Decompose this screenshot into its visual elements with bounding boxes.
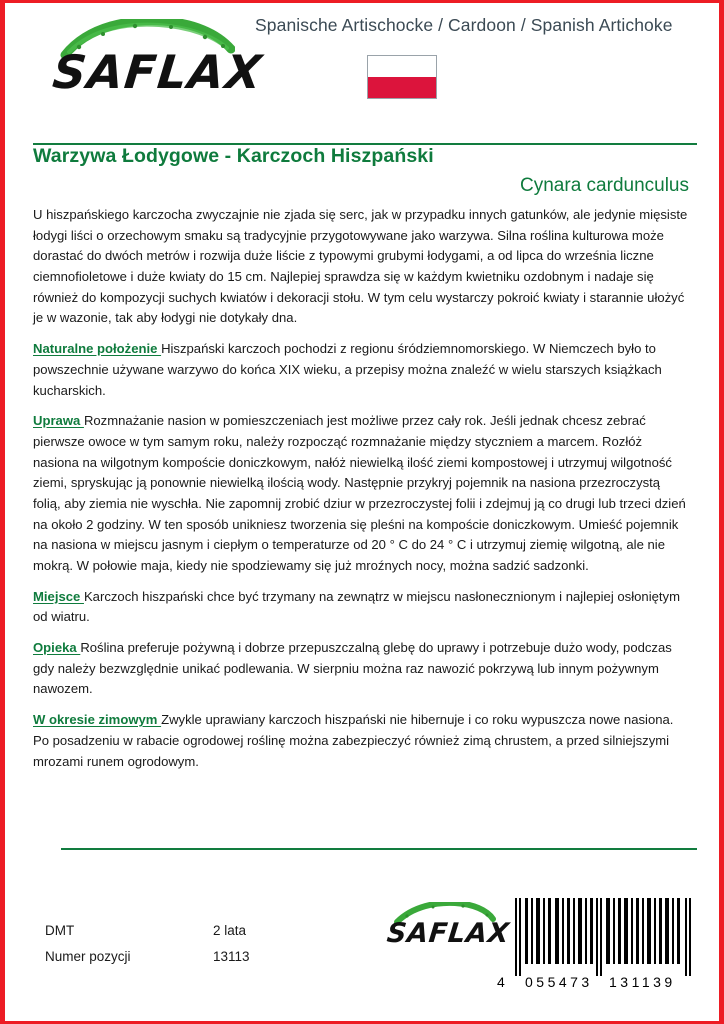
- description-body: [33, 205, 691, 772]
- section-location: [33, 587, 691, 628]
- section-heading: Opieka: [33, 640, 81, 656]
- section-wintering: [33, 710, 691, 772]
- section-text: Karczoch hiszpański chce być trzymany na zewnątrz w miejscu nasłonecznionym i najlepiej osłoniętym od wiatru.: [33, 588, 680, 625]
- footer-label: Numer pozycji: [45, 949, 131, 964]
- flag-red-stripe: [368, 77, 436, 98]
- packet-inner: [5, 3, 719, 1021]
- footer-value: 13113: [213, 949, 250, 964]
- section-heading: Miejsce: [33, 588, 84, 604]
- footer-row-item-number: [45, 949, 250, 964]
- footer-brand-logo: [385, 902, 512, 964]
- section-text: Roślina preferuje pożywną i dobrze przepuszczalną glebę do uprawy i potrzebuje dużo wody, podczas gdy należy bezwzględnie unikać podlewania. W sierpniu można raz nawozić pokrzywą lub innym pożywnym nawozem.: [33, 640, 672, 697]
- section-cultivation: [33, 411, 691, 577]
- poland-flag-icon: [367, 55, 437, 99]
- header-divider: [33, 143, 697, 145]
- brand-wordmark: SAFLAX: [50, 45, 266, 99]
- footer-divider: [61, 848, 697, 850]
- barcode-lead-digit: 4: [497, 974, 505, 990]
- packet-header: [33, 3, 691, 121]
- barcode-bars: [515, 898, 695, 976]
- section-text: Hiszpański karczoch pochodzi z regionu śródziemnomorskiego. W Niemczech było to powszechnie używane warzywo do końca XIX wieku, a przepisy można znaleźć w wielu starszych książkach kucharskich.: [33, 341, 662, 398]
- barcode-right-group: 131139: [609, 974, 676, 990]
- footer-row-dmt: [45, 923, 250, 938]
- section-text: Zwykle uprawiany karczoch hiszpański nie hibernuje i co roku wypuszcza nowe nasiona. Po posadzeniu w rabacie ogrodowej roślinę można zabezpieczyć również zimą chrustem, a przed silniejszymi mrozami runem ogrodowym.: [33, 712, 674, 769]
- section-heading: Naturalne położenie: [33, 341, 162, 357]
- footer-value: 2 lata: [213, 923, 247, 938]
- footer-label: DMT: [45, 923, 75, 938]
- intro-paragraph: U hiszpańskiego karczocha zwyczajnie nie zjada się serc, jak w przypadku innych gatunków, ale jedynie mięsiste łodygi liści o orzechowym smaku są tradycyjnie przygotowywane jako warzywa. Silna roślina kulturowa może dorastać do dwóch metrów i rozwija duże liście z typowymi grubymi łodygami, a od lipca do września liczne ciemnofioletowe i duże kwiaty do 15 cm. Najlepiej sprawdza się w każdym kwietniku ozdobnym i nadaje się również do kompozycji suchych kwiatów i dekoracji stołu. W tym celu wystarczy pokroić kwiaty i starannie ułożyć je w wazonie, tak aby łodygi nie dotykały dna.: [33, 207, 688, 326]
- latin-name: Cynara cardunculus: [520, 175, 689, 196]
- page-title: Warzywa Łodygowe - Karczoch Hiszpański: [33, 145, 434, 167]
- brand-logo: [45, 17, 266, 113]
- section-text: Rozmnażanie nasion w pomieszczeniach jest możliwe przez cały rok. Jeśli jednak chcesz zebrać pierwsze owoce w tym samym roku, należy rozpocząć rozmnażanie między styczniem a marcem. Rozłóż nasiona na wilgotnym kompoście doniczkowym, nałóż niewielką ilość ziemi kompostowej i utrzymuj wilgotność ziemi, spryskując ją ponownie niewielką ilością wody. Następnie przykryj pojemnik na nasiona przezroczystą folią, aby ziemia nie wyschła. Nie zapomnij zrobić dziur w przezroczystej folii i zdejmuj ją co drugi lub trzeci dzień na około 2 godziny. W ten sposób unikniesz tworzenia się pleśni na kompoście doniczkowym. Umieść pojemnik na nasiona w miejscu jasnym i ciepłym o temperaturze od 20 ° C do 24 ° C i utrzymuj ziemię wilgotną, ale nie mokrą. W połowie maja, kiedy nie spodziewamy się już mroźnych nocy, można sadzić sadzonki.: [33, 413, 686, 573]
- section-care: [33, 638, 691, 700]
- section-heading: Uprawa: [33, 413, 84, 429]
- footer-field-list: [45, 923, 250, 975]
- footer-brand-wordmark: SAFLAX: [385, 918, 512, 949]
- barcode-left-group: 055473: [525, 974, 593, 990]
- section-heading: W okresie zimowym: [33, 712, 162, 728]
- packet-subtitle: Spanische Artischocke / Cardoon / Spanish Artichoke: [255, 15, 673, 35]
- title-block: [33, 121, 691, 197]
- section-natural-location: [33, 339, 691, 401]
- packet-footer: [5, 888, 719, 1018]
- ean13-barcode: [497, 898, 697, 998]
